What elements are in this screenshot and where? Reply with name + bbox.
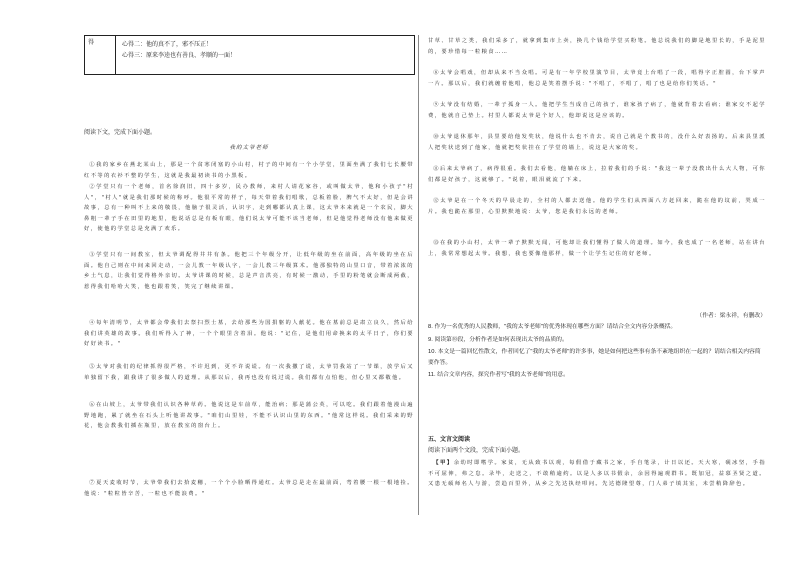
question-item: 9. 阅读第⑩段，分析作者是如何表现出太爷的品质的。 <box>428 336 568 343</box>
question-list <box>428 322 766 381</box>
article-paragraph: ①我的家乡在燕北某山上，那是一个贫寒闭塞的小山村，村子的中间有一个小学堂，里面坐满了我们七长腰带红不等的衣衫不整的学生，这就是我最初读书的小黑板。 <box>84 162 414 179</box>
passage-label: 【甲】 <box>433 460 454 466</box>
classical-text <box>428 458 766 490</box>
article-paragraph: ⑪后来太爷病了，病得很重。我们去看他，他躺在床上，拉着我们的手说："我这一辈子没教出什么大人物，可你们都是好孩子，这就够了。"说着，眼泪就流了下来。 <box>428 166 766 183</box>
table-value-cell <box>116 36 415 75</box>
question-item: 8. 作为一名优秀的人民教师，"我的太爷老师"的优秀体现在哪些方面？请结合全文内容分条概括。 <box>428 324 677 330</box>
section-intro: 阅读下面两个文段，完成下面小题。 <box>428 448 525 454</box>
table-key-cell: 得 <box>85 36 116 75</box>
article-author: （作者：梁永祥，有删改） <box>696 313 766 319</box>
article-paragraph: ⑩太爷退休那年，县里要给他发奖状，他说什么也不肯去，说自己就是个教书的，没什么好表扬的。后来县里派人把奖状送到了他家，他就把奖状挂在了学堂的墙上，说这是大家的奖。 <box>428 134 766 151</box>
article-paragraph: ③学堂只有一间教室，但太爷调配得井井有条。他把三个年级分开，让低年级的坐在前面，高年级的坐在后面。他自己则在中间来回走动，一会儿教一年级认字，一会儿教三年级算术。他那独特的山里口音，带着浓浓的乡土气息，让我们觉得格外亲切。太爷讲课的时候，总是声音洪亮，有时候一激动，手里的粉笔就会断成两截，惹得我们哈哈大笑，他也跟着笑，笑完了继续讲课。 <box>84 252 414 290</box>
article-paragraph: ⑬在我的小山村，太爷一辈子默默无闻，可他却让我们懂得了做人的道理。如今，我也成了一名老师，站在讲台上，我常常想起太爷。我想，我也要像他那样，做一个让学生记住的好老师。 <box>428 240 766 257</box>
left-column-top <box>84 35 414 151</box>
question-item: 10. 本文是一篇回忆性散文，作者回忆了"我的太爷老师"的许多事，她是如何把这些事有条不紊地组织在一起的？请结合相关内容简要作答。 <box>428 349 761 366</box>
reading-gains-table <box>84 35 415 75</box>
gain-row: 心得二：他的真不了，邪不压正！ <box>122 42 213 48</box>
reading-intro: 阅读下文，完成下面小题。 <box>84 130 157 136</box>
article-paragraph: ⑫太爷是在一个冬天的早晨走的，全村的人都去送他。他的学生们从四面八方赶回来，跪在他的坟前，哭成一片。我也跪在那里，心里默默地说：太爷，您是我们永远的老师。 <box>428 198 766 215</box>
gain-row: 心得三：原来李逵也有善良、孝顺的一面！ <box>122 53 237 59</box>
article-paragraph: 甘草、甘草之类，我们采多了，就拿到集市上卖，换几个钱给学堂买粉笔。他总说我们的脚是地里长的，手是泥里的，要珍惜每一粒粮食…… <box>428 38 766 55</box>
section-heading: 五、文言文阅读 <box>428 437 471 443</box>
article-paragraph: ⑦夏天麦收时节，太爷带我们去拾麦穗，一个个小脸晒得通红。太爷总是走在最前面，弯着腰一根一根地捡。他说："粒粒皆辛苦，一粒也不能浪费。" <box>84 480 414 497</box>
article-paragraph: ⑧太爷会唱戏，但却从来不当众唱。可是有一年学校里演节目，太爷竟上台唱了一段，唱得字正腔圆，台下掌声一片。那以后，我们就缠着他唱，他总是笑着摆手说："不唱了，不唱了，唱了也是给你们笑话。" <box>428 70 766 87</box>
passage-text: 余幼时即嗜学。家贫，无从致书以观，每假借于藏书之家，手自笔录，计日以还。天大寒，砚冰坚，手指不可屈伸，弗之怠。录毕，走送之，不敢稍逾约。以是人多以书假余，余因得遍观群书。既加冠，益慕圣贤之道。又患无硕师名人与游，尝趋百里外，从乡之先达执经叩问。先达德隆望尊，门人弟子填其室，未尝稍降辞色。 <box>428 460 767 488</box>
article-paragraph: ④每年清明节，太爷都会带我们去祭扫烈士墓，去给那些为国捐躯的人献花。他在墓前总是肃立良久，然后给我们讲英雄的故事。我们听得入了神，一个个眼里含着泪。他说："记住，是他们用命换来的太平日子，你们要好好读书。" <box>84 320 414 348</box>
article-paragraph: ⑤太爷对我们的纪律抓得很严格，不许迟到，更不许说谎。有一次我撒了谎，太爷罚我站了一节课，放学后又单独留下我，跟我讲了很多做人的道理。从那以后，我再也没有说过谎。我们都有点怕他，但心里又都敬他。 <box>84 364 414 381</box>
article-paragraph: ②学堂只有一个老师，首名徐润旧，四十多岁，民办教师，来村人请花家谷，或叫做太爷，他和小孩子"村人"，"村人"就是我们那时候的称呼。他很平常的样子，每天带着我们唱歌，总板着脸，脾气不太好，但是会讲故事，总有一种叫不上来的敬畏，他脑子很灵活，认识字，走到哪都认真上课，这太爷本来就是一个农民，脚大鼻粗一辈子手在田里的地里，他说话总是有板有眼，他们说太爷可能不该当老师，但是他觉得老师没有他来做更好，使他的学堂总是充满了欢乐。 <box>84 184 414 233</box>
question-item: 11. 结合文章内容，探究作者写"我的太爷老师"的用意。 <box>428 372 569 378</box>
column-divider <box>418 35 419 515</box>
article-paragraph: ⑨太爷没有结婚，一辈子孤身一人。他把学生当成自己的孩子，谁家孩子病了，他就背着去看病；谁家交不起学费，他就自己垫上。村里人都说太爷是个好人，他却说这是应该的。 <box>428 102 766 119</box>
article-title: 我的太爷老师 <box>229 145 269 151</box>
article-paragraph: ⑥在山坡上，太爷带我们认识各种草药。他说这是车前草，能治病；那是蒲公英，可以吃。我们跟着他漫山遍野地跑，累了就坐在石头上听他讲故事。"咱们山里娃，不能不认识山里的东西。"他常这样说。我们采来的野花，他会教我们插在瓶里，放在教室的窗台上。 <box>84 402 414 430</box>
